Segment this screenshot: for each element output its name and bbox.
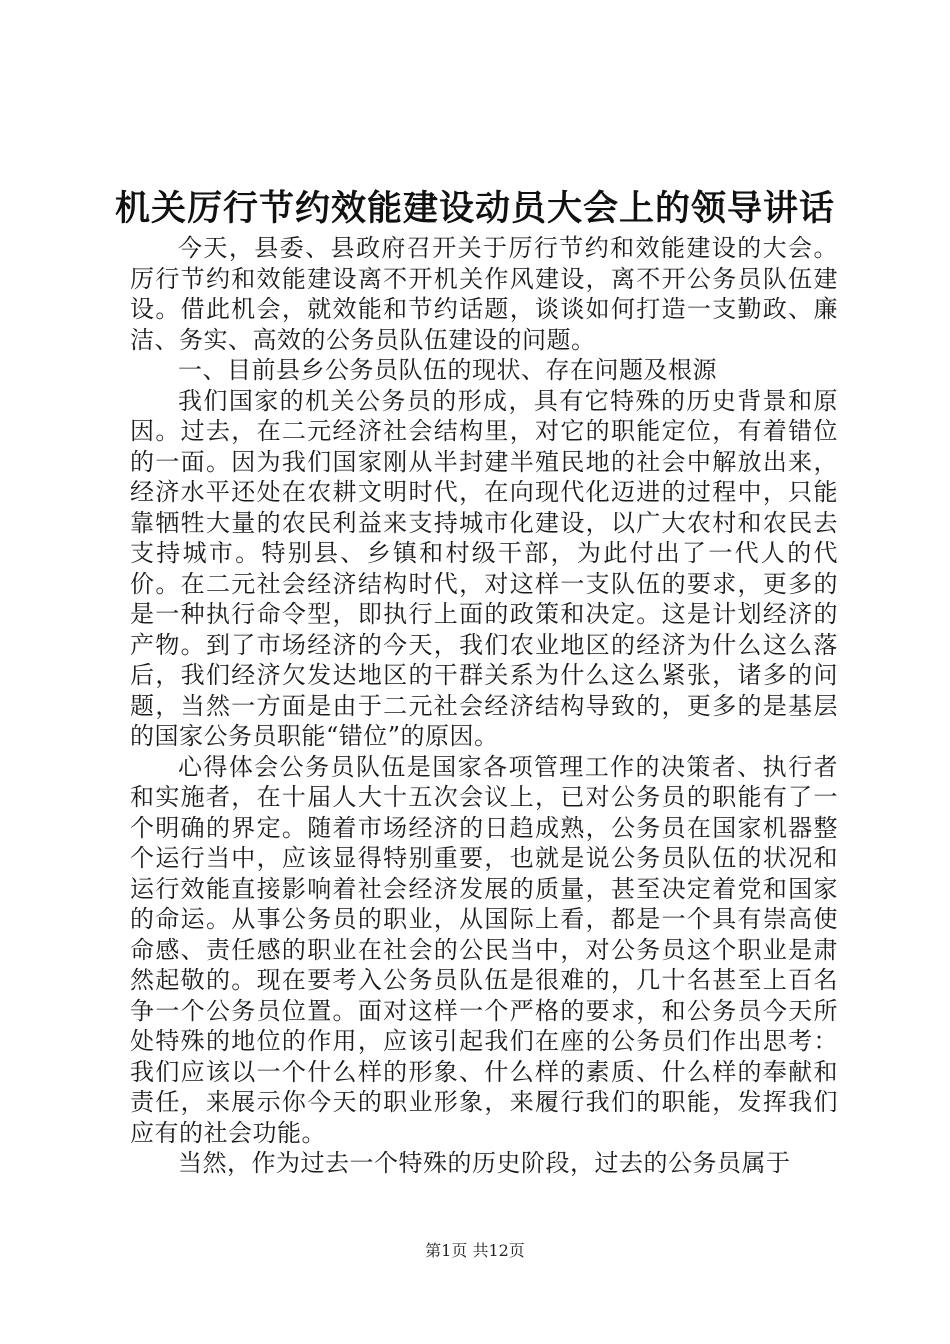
document-body (130, 233, 838, 1179)
paragraph-civil-servants: 心得体会公务员队伍是国家各项管理工作的决策者、执行者和实施者，在十届人大十五次会议上，已对公务员的职能有了一个明确的界定。随着市场经济的日趋成熟，公务员在国家机器整个运行当中，应该显得特别重要，也就是说公务员队伍的状况和运行效能直接影响着社会经济发展的质量，甚至决定着党和国家的命运。从事公务员的职业，从国际上看，都是一个具有崇高使命感、责任感的职业在社会的公民当中，对公务员这个职业是肃然起敬的。现在要考入公务员队伍是很难的，几十名甚至上百名争一个公务员位置。面对这样一个严格的要求，和公务员今天所处特殊的地位的作用，应该引起我们在座的公务员们作出思考：我们应该以一个什么样的形象、什么样的素质、什么样的奉献和责任，来展示你今天的职业形象，来履行我们的职能，发挥我们应有的社会功能。 (130, 752, 838, 1147)
document-title: 机关厉行节约效能建设动员大会上的领导讲话 (114, 189, 835, 229)
page-number-footer: 第1页 共12页 (425, 1241, 525, 1260)
paragraph-continued: 当然，作为过去一个特殊的历史阶段，过去的公务员属于 (178, 1149, 791, 1177)
paragraph-intro: 今天，县委、县政府召开关于厉行节约和效能建设的大会。厉行节约和效能建设离不开机关作风建设，离不开公务员队伍建设。借此机会，就效能和节约话题，谈谈如何打造一支勤政、廉洁、务实、高效的公务员队伍建设的问题。 (130, 234, 838, 354)
section-heading: 一、目前县乡公务员队伍的现状、存在问题及根源 (178, 356, 717, 384)
paragraph-history: 我们国家的机关公务员的形成，具有它特殊的历史背景和原因。过去，在二元经济社会结构里，对它的职能定位，有着错位的一面。因为我们国家刚从半封建半殖民地的社会中解放出来，经济水平还处在农耕文明时代，在向现代化迈进的过程中，只能靠牺牲大量的农民利益来支持城市化建设，以广大农村和农民去支持城市。特别县、乡镇和村级干部，为此付出了一代人的代价。在二元社会经济结构时代，对这样一支队伍的要求，更多的是一种执行命令型，即执行上面的政策和决定。这是计划经济的产物。到了市场经济的今天，我们农业地区的经济为什么这么落后，我们经济欠发达地区的干群关系为什么这么紧张，诸多的问题，当然一方面是由于二元社会经济结构导致的，更多的是基层的国家公务员职能“错位”的原因。 (130, 386, 838, 750)
